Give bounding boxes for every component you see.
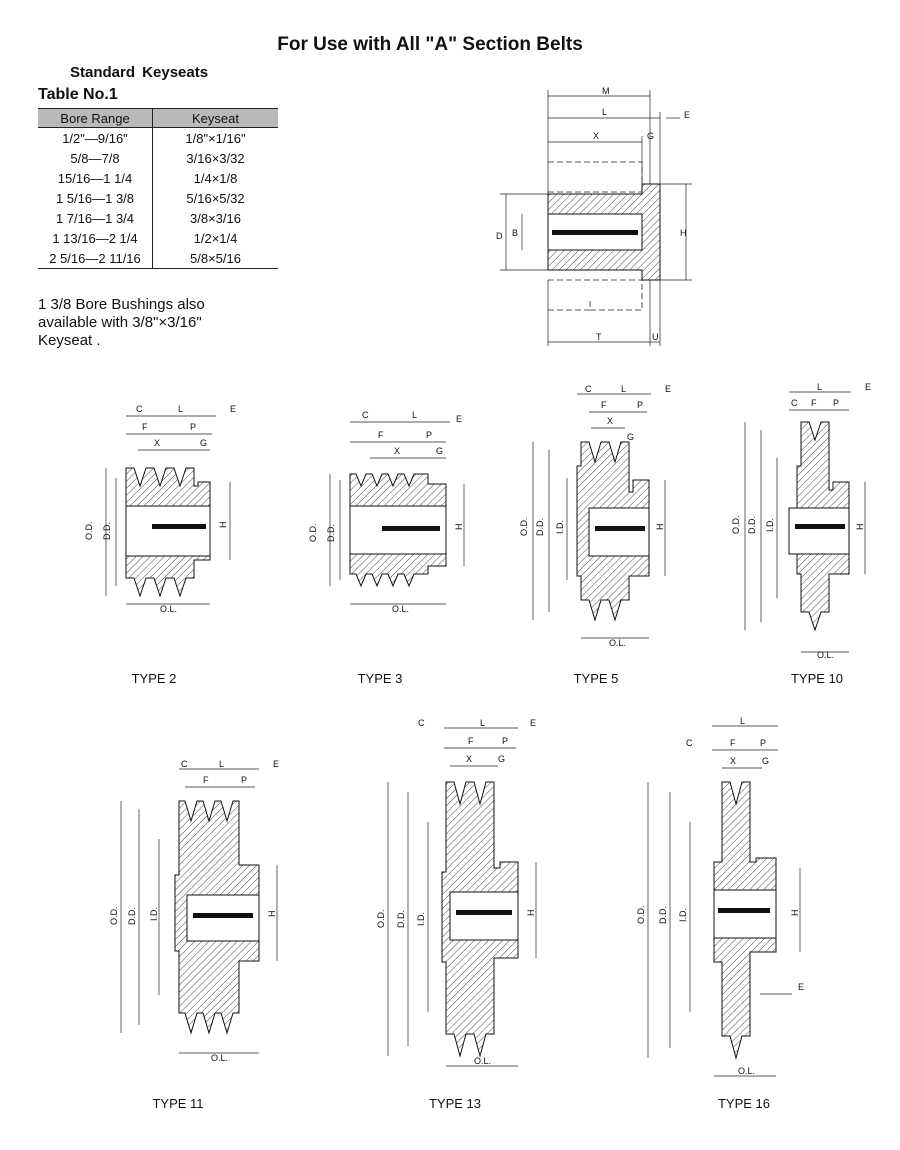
dim-label-ol: O.L. bbox=[160, 604, 178, 614]
type-16-drawing bbox=[630, 712, 820, 1082]
dim-label-l: L bbox=[621, 384, 627, 394]
dim-label-h: H bbox=[855, 523, 865, 530]
dim-label-od: O.D. bbox=[308, 523, 318, 542]
table-header-row bbox=[38, 109, 278, 128]
dim-label-x: X bbox=[394, 446, 401, 456]
table-row bbox=[38, 168, 278, 188]
table-row bbox=[38, 248, 278, 269]
column-header-bore-range: Bore Range bbox=[38, 109, 153, 128]
dim-label-x: X bbox=[593, 131, 600, 141]
type-3-drawing bbox=[300, 406, 470, 616]
dim-label-ol: O.L. bbox=[738, 1066, 756, 1076]
dim-label-h: H bbox=[680, 228, 687, 238]
page-title: For Use with All "A" Section Belts bbox=[277, 34, 583, 55]
bore-range-cell: 5/8—7/8 bbox=[38, 148, 153, 168]
dim-label-dd: D.D. bbox=[127, 907, 137, 925]
dim-label-id: I.D. bbox=[555, 519, 565, 534]
dim-label-od: O.D. bbox=[731, 515, 741, 534]
dim-label-m: M bbox=[602, 86, 610, 96]
dim-label-od: O.D. bbox=[376, 909, 386, 928]
dim-label-f: F bbox=[378, 430, 384, 440]
dim-label-x: X bbox=[154, 438, 161, 448]
note-line: Keyseat . bbox=[38, 332, 101, 349]
note-line: 1 3/8 Bore Bushings also bbox=[38, 296, 205, 313]
dim-label-id: I.D. bbox=[678, 907, 688, 922]
dim-label-dd: D.D. bbox=[747, 516, 757, 534]
type-2-drawing bbox=[80, 400, 250, 615]
type-3-label: TYPE 3 bbox=[357, 671, 403, 686]
dim-label-od: O.D. bbox=[636, 905, 646, 924]
dim-label-l: L bbox=[480, 718, 486, 728]
table-row bbox=[38, 128, 278, 149]
keyseat-cell: 1/8"×1/16" bbox=[185, 130, 246, 146]
dim-label-h: H bbox=[267, 910, 277, 917]
dim-label-g: G bbox=[498, 754, 506, 764]
dim-label-e: E bbox=[865, 382, 872, 392]
dim-label-dd: D.D. bbox=[102, 522, 112, 540]
dim-label-h: H bbox=[218, 521, 228, 528]
dim-label-d: D bbox=[496, 231, 503, 241]
table-row bbox=[38, 188, 278, 208]
dim-label-id: I.D. bbox=[416, 911, 426, 926]
bore-range-cell: 1 5/16—1 3/8 bbox=[38, 188, 153, 208]
dim-label-l: L bbox=[178, 404, 184, 414]
dim-label-e: E bbox=[798, 982, 805, 992]
type-10-label: TYPE 10 bbox=[790, 671, 844, 686]
dim-label-g: G bbox=[627, 432, 635, 442]
dim-label-e: E bbox=[230, 404, 237, 414]
dim-label-e: E bbox=[665, 384, 672, 394]
dim-label-dd: D.D. bbox=[658, 906, 668, 924]
keyseat-cell: 3/16×3/32 bbox=[186, 150, 245, 166]
dim-label-x: X bbox=[730, 756, 737, 766]
dim-label-c: C bbox=[181, 759, 188, 769]
dim-label-h: H bbox=[790, 909, 800, 916]
dim-label-b: B bbox=[512, 228, 519, 238]
dim-label-p: P bbox=[502, 736, 509, 746]
table-number: Table No.1 bbox=[38, 86, 118, 103]
dim-label-c: C bbox=[686, 738, 693, 748]
type-5-label: TYPE 5 bbox=[573, 671, 619, 686]
dim-label-h: H bbox=[454, 523, 464, 530]
dim-label-c: C bbox=[791, 398, 798, 408]
note-line: available with 3/8"×3/16" bbox=[38, 314, 202, 331]
dim-label-id: I.D. bbox=[765, 517, 775, 532]
dim-label-f: F bbox=[468, 736, 474, 746]
dim-label-f: F bbox=[203, 775, 209, 785]
dim-label-g: G bbox=[200, 438, 208, 448]
dim-label-h: H bbox=[526, 909, 536, 916]
dim-label-od: O.D. bbox=[84, 521, 94, 540]
dim-label-e: E bbox=[684, 110, 691, 120]
dim-label-f: F bbox=[730, 738, 736, 748]
dim-label-c: C bbox=[585, 384, 592, 394]
dim-label-dd: D.D. bbox=[326, 524, 336, 542]
table-row bbox=[38, 208, 278, 228]
table-row bbox=[38, 148, 278, 168]
bore-range-cell: 2 5/16—2 11/16 bbox=[38, 248, 153, 269]
dim-label-x: X bbox=[607, 416, 614, 426]
dim-label-c: C bbox=[362, 410, 369, 420]
type-13-drawing bbox=[370, 712, 550, 1072]
dim-label-h: H bbox=[655, 523, 665, 530]
dim-label-e: E bbox=[273, 759, 280, 769]
dim-label-c: C bbox=[418, 718, 425, 728]
dim-label-l: L bbox=[602, 107, 608, 117]
keyseat-cell: 1/4×1/8 bbox=[193, 170, 238, 186]
dim-label-id: I.D. bbox=[149, 906, 159, 921]
dim-label-ol: O.L. bbox=[211, 1053, 229, 1063]
type-16-label: TYPE 16 bbox=[717, 1096, 771, 1111]
dim-label-f: F bbox=[811, 398, 817, 408]
dim-label-od: O.D. bbox=[519, 517, 529, 536]
keyseat-cell: 1/2×1/4 bbox=[193, 230, 238, 246]
keyseat-cell: 3/8×3/16 bbox=[190, 210, 241, 226]
dim-label-p: P bbox=[190, 422, 197, 432]
dim-label-p: P bbox=[760, 738, 767, 748]
type-11-label: TYPE 11 bbox=[152, 1096, 204, 1111]
dim-label-dd: D.D. bbox=[396, 910, 406, 928]
dim-label-e: E bbox=[456, 414, 463, 424]
keyseats-heading: Standard Keyseats bbox=[70, 64, 209, 81]
dim-label-l: L bbox=[817, 382, 823, 392]
dim-label-p: P bbox=[426, 430, 433, 440]
table-row bbox=[38, 228, 278, 248]
type-2-label: TYPE 2 bbox=[131, 671, 177, 686]
dim-label-u: U bbox=[652, 332, 659, 342]
dim-label-l: L bbox=[219, 759, 225, 769]
dim-label-p: P bbox=[833, 398, 840, 408]
type-5-drawing bbox=[515, 380, 685, 650]
dim-label-p: P bbox=[241, 775, 248, 785]
bore-range-cell: 15/16—1 1/4 bbox=[38, 168, 153, 188]
dim-label-f: F bbox=[142, 422, 148, 432]
type-10-drawing bbox=[725, 378, 885, 662]
dim-label-ol: O.L. bbox=[817, 650, 835, 660]
keyseat-table bbox=[38, 108, 278, 269]
keyseat-cell: 5/8×5/16 bbox=[153, 248, 279, 269]
bushing-note bbox=[38, 296, 278, 350]
dim-label-e: E bbox=[530, 718, 537, 728]
dim-label-dd: D.D. bbox=[535, 518, 545, 536]
bore-range-cell: 1/2"—9/16" bbox=[38, 128, 153, 149]
bore-range-cell: 1 13/16—2 1/4 bbox=[38, 228, 153, 248]
bushing-drawing bbox=[490, 84, 720, 354]
dim-label-f: F bbox=[601, 400, 607, 410]
dim-label-g: G bbox=[762, 756, 770, 766]
dim-label-l: L bbox=[412, 410, 418, 420]
keyseat-cell: 5/16×5/32 bbox=[186, 190, 245, 206]
column-header-keyseat: Keyseat bbox=[153, 109, 279, 128]
dim-label-t: T bbox=[596, 332, 602, 342]
dim-label-c: C bbox=[136, 404, 143, 414]
type-13-label: TYPE 13 bbox=[428, 1096, 482, 1111]
dim-label-ol: O.L. bbox=[609, 638, 627, 648]
dim-label-g: G bbox=[436, 446, 444, 456]
dim-label-ol: O.L. bbox=[474, 1056, 492, 1066]
dim-label-g: G bbox=[647, 131, 655, 141]
type-11-drawing bbox=[105, 755, 295, 1065]
dim-label-l: L bbox=[740, 716, 746, 726]
dim-label-x: X bbox=[466, 754, 473, 764]
dim-label-ol: O.L. bbox=[392, 604, 410, 614]
dim-label-p: P bbox=[637, 400, 644, 410]
dim-label-od: O.D. bbox=[109, 906, 119, 925]
bore-range-cell: 1 7/16—1 3/4 bbox=[38, 208, 153, 228]
